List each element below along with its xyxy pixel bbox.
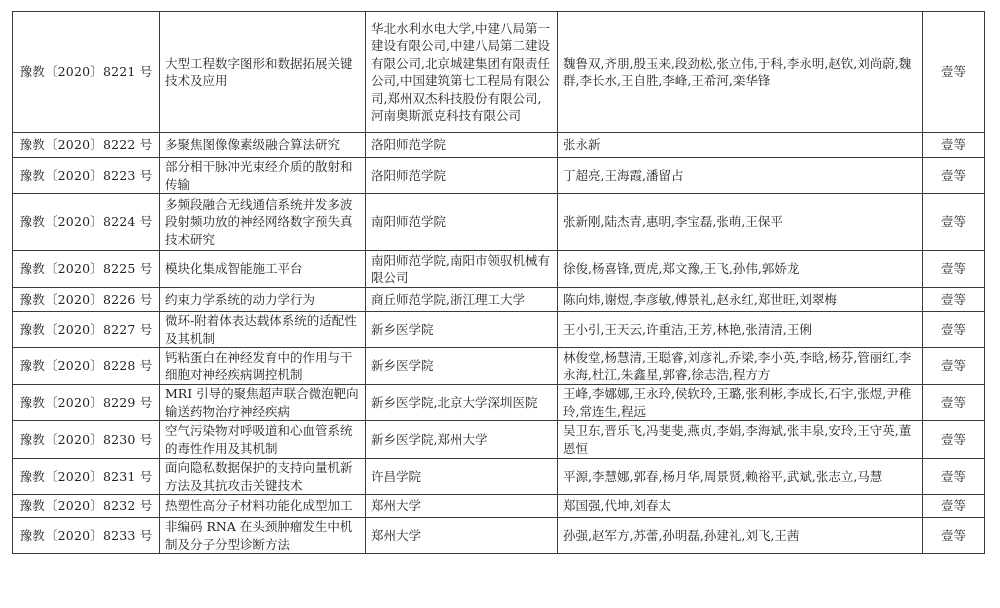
completing-units: 南阳师范学院: [366, 194, 558, 251]
completing-people: 郑国强,代坤,刘春太: [558, 495, 923, 518]
completing-people: 丁超亮,王海霞,潘留占: [558, 158, 923, 194]
completing-people: 魏鲁双,齐朋,殷玉来,段劲松,张立伟,于科,李永明,赵钦,刘尚蔚,魏群,李长水,王自胜,李峰,王希河,栾华锋: [558, 12, 923, 133]
award-number: 豫教〔2020〕8225 号: [13, 251, 160, 288]
completing-units: 新乡医学院,北京大学深圳医院: [366, 385, 558, 421]
completing-units: 华北水利水电大学,中建八局第一建设有限公司,中建八局第二建设有限公司,北京城建集团有限责任公司,中国建筑第七工程局有限公司,郑州双杰科技股份有限公司,河南奥斯派克科技有限公司: [366, 12, 558, 133]
project-name: 约束力学系统的动力学行为: [160, 288, 366, 312]
awards-table-container: [12, 11, 985, 554]
award-grade: 壹等: [923, 158, 985, 194]
table-row: [13, 158, 985, 194]
completing-units: 洛阳师范学院: [366, 158, 558, 194]
project-name: 部分相干脉冲光束经介质的散射和传输: [160, 158, 366, 194]
completing-people: 平源,李慧娜,郭春,杨月华,周景贤,赖裕平,武斌,张志立,马慧: [558, 459, 923, 495]
completing-people: 林俊堂,杨慧清,王聪睿,刘彦礼,乔梁,李小英,李晗,杨芬,管丽红,李永海,杜江,朱鑫星,郭睿,徐志浩,程方方: [558, 348, 923, 385]
project-name: 多频段融合无线通信系统并发多波段射频功放的神经网络数字预失真技术研究: [160, 194, 366, 251]
project-name: 空气污染物对呼吸道和心血管系统的毒性作用及其机制: [160, 421, 366, 459]
award-grade: 壹等: [923, 133, 985, 158]
award-grade: 壹等: [923, 288, 985, 312]
completing-people: 吴卫东,晋乐飞,冯斐斐,燕贞,李娟,李海斌,张丰泉,安玲,王守英,董恩恒: [558, 421, 923, 459]
project-name: 面向隐私数据保护的支持向量机新方法及其抗攻击关键技术: [160, 459, 366, 495]
project-name: 多聚焦图像像素级融合算法研究: [160, 133, 366, 158]
award-number: 豫教〔2020〕8224 号: [13, 194, 160, 251]
award-number: 豫教〔2020〕8229 号: [13, 385, 160, 421]
table-row: [13, 348, 985, 385]
awards-table-body: [13, 12, 985, 554]
completing-people: 徐俊,杨喜锋,贾虎,郑文豫,王飞,孙伟,郭娇龙: [558, 251, 923, 288]
completing-people: 孙强,赵军方,苏蕾,孙明磊,孙建礼,刘飞,王茜: [558, 518, 923, 554]
project-name: MRI 引导的聚焦超声联合微泡靶向输送药物治疗神经疾病: [160, 385, 366, 421]
completing-people: 张新刚,陆杰青,惠明,李宝磊,张萌,王保平: [558, 194, 923, 251]
completing-units: 许昌学院: [366, 459, 558, 495]
completing-people: 张永新: [558, 133, 923, 158]
award-number: 豫教〔2020〕8221 号: [13, 12, 160, 133]
completing-people: 王峰,李娜娜,王永玲,侯软玲,王璐,张利彬,李成长,石宇,张煜,尹稚玲,常连生,程远: [558, 385, 923, 421]
project-name: 大型工程数字图形和数据拓展关键技术及应用: [160, 12, 366, 133]
completing-people: 陈向炜,谢煜,李彦敏,傅景礼,赵永红,郑世旺,刘翠梅: [558, 288, 923, 312]
completing-units: 商丘师范学院,浙江理工大学: [366, 288, 558, 312]
award-grade: 壹等: [923, 251, 985, 288]
awards-table: [12, 11, 985, 554]
table-row: [13, 385, 985, 421]
completing-units: 洛阳师范学院: [366, 133, 558, 158]
project-name: 热塑性高分子材料功能化成型加工: [160, 495, 366, 518]
project-name: 模块化集成智能施工平台: [160, 251, 366, 288]
award-grade: 壹等: [923, 385, 985, 421]
completing-units: 新乡医学院,郑州大学: [366, 421, 558, 459]
completing-units: 新乡医学院: [366, 312, 558, 348]
completing-units: 南阳师范学院,南阳市领驭机械有限公司: [366, 251, 558, 288]
award-number: 豫教〔2020〕8223 号: [13, 158, 160, 194]
table-row: [13, 421, 985, 459]
table-row: [13, 518, 985, 554]
award-number: 豫教〔2020〕8231 号: [13, 459, 160, 495]
completing-units: 郑州大学: [366, 518, 558, 554]
award-grade: 壹等: [923, 459, 985, 495]
table-row: [13, 251, 985, 288]
award-grade: 壹等: [923, 518, 985, 554]
award-grade: 壹等: [923, 12, 985, 133]
completing-units: 郑州大学: [366, 495, 558, 518]
table-row: [13, 288, 985, 312]
award-number: 豫教〔2020〕8226 号: [13, 288, 160, 312]
award-number: 豫教〔2020〕8227 号: [13, 312, 160, 348]
award-number: 豫教〔2020〕8232 号: [13, 495, 160, 518]
project-name: 非编码 RNA 在头颈肿瘤发生中机制及分子分型诊断方法: [160, 518, 366, 554]
award-number: 豫教〔2020〕8222 号: [13, 133, 160, 158]
table-row: [13, 459, 985, 495]
award-grade: 壹等: [923, 421, 985, 459]
table-row: [13, 312, 985, 348]
award-number: 豫教〔2020〕8230 号: [13, 421, 160, 459]
project-name: 微环-附着体表达载体系统的适配性及其机制: [160, 312, 366, 348]
award-number: 豫教〔2020〕8228 号: [13, 348, 160, 385]
award-grade: 壹等: [923, 348, 985, 385]
table-row: [13, 194, 985, 251]
completing-people: 王小引,王天云,许重洁,王芳,林艳,张清清,王俐: [558, 312, 923, 348]
award-grade: 壹等: [923, 312, 985, 348]
table-row: [13, 12, 985, 133]
table-row: [13, 495, 985, 518]
completing-units: 新乡医学院: [366, 348, 558, 385]
award-number: 豫教〔2020〕8233 号: [13, 518, 160, 554]
award-grade: 壹等: [923, 194, 985, 251]
award-grade: 壹等: [923, 495, 985, 518]
table-row: [13, 133, 985, 158]
project-name: 钙粘蛋白在神经发育中的作用与干细胞对神经疾病调控机制: [160, 348, 366, 385]
